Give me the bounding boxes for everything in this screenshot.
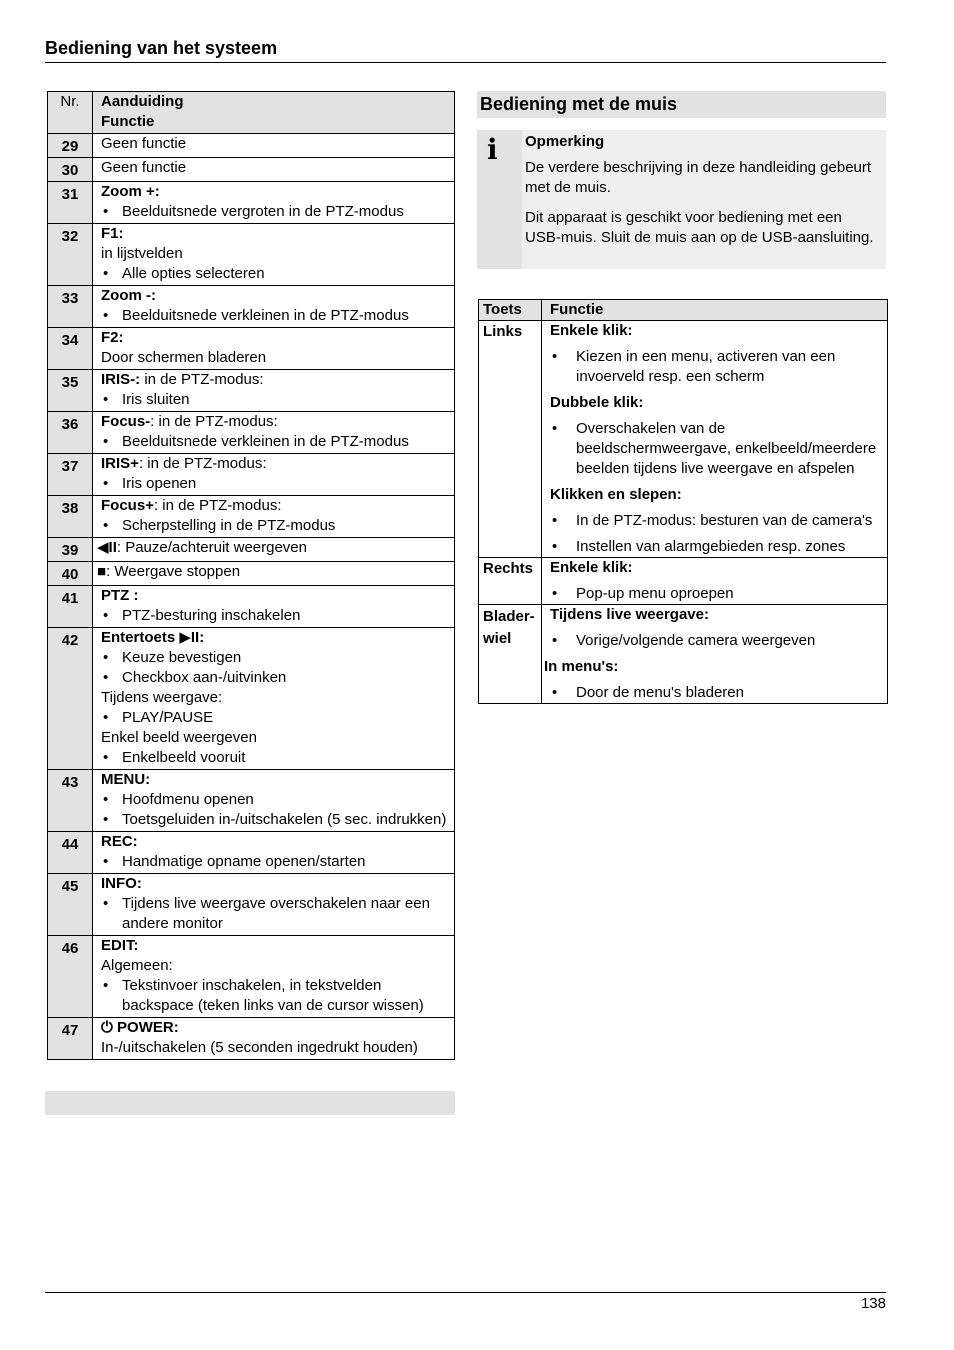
mouse-key-left: Links [479, 321, 542, 558]
row-number: 36 [48, 412, 93, 454]
table-footer-bar [45, 1091, 455, 1115]
row-number: 35 [48, 370, 93, 412]
note-paragraph: Dit apparaat is geschikt voor bediening met een USB-muis. Sluit de muis aan op de USB-aansluiting. [525, 209, 874, 246]
list-item: • Vorige/volgende camera weergeven [550, 631, 883, 651]
table-row [48, 286, 455, 328]
row-function: Focus-: in de PTZ-modus: • Beelduitsnede verkleinen in de PTZ-modus [93, 412, 455, 454]
table-row [48, 224, 455, 286]
table-row [48, 874, 455, 936]
row-function: ■: Weergave stoppen [93, 562, 455, 586]
row-number: 29 [48, 134, 93, 158]
list-item: • Beelduitsnede verkleinen in de PTZ-modus [101, 432, 450, 452]
row-number: 46 [48, 936, 93, 1018]
table-row [48, 496, 455, 538]
row-number: 41 [48, 586, 93, 628]
table-row [48, 134, 455, 158]
row-number: 43 [48, 770, 93, 832]
row-number: 37 [48, 454, 93, 496]
note-title: Opmerking [525, 133, 605, 150]
list-item: • Instellen van alarmgebieden resp. zones [550, 537, 883, 557]
row-number: 38 [48, 496, 93, 538]
list-item: • Toetsgeluiden in-/uitschakelen (5 sec. indrukken) [101, 810, 450, 830]
table-row [48, 1018, 455, 1060]
row-function: Enkele klik: • Kiezen in een menu, activeren van een invoerveld resp. een scherm Dubbele klik: • Overschakelen van de beeldschermweergave, enkelbeeld/meerdere beelden tijdens live weergave en afspelen Klikken en slepen: • In de PTZ-modus: besturen van de camera's • Instellen van alarmgebieden resp. zones [542, 321, 888, 558]
note-body [525, 132, 881, 258]
table-row [48, 562, 455, 586]
list-item: • Keuze bevestigen [101, 648, 450, 668]
row-function: EDIT: Algemeen: • Tekstinvoer inschakelen, in tekstvelden backspace (teken links van de cursor wissen) [93, 936, 455, 1018]
list-item: • Hoofdmenu openen [101, 790, 450, 810]
column-header-function: Functie [542, 300, 888, 321]
row-function: Focus+: in de PTZ-modus: • Scherpstelling in de PTZ-modus [93, 496, 455, 538]
column-header-nr: Nr. [48, 92, 93, 134]
row-function: ◀II: Pauze/achteruit weergeven [93, 538, 455, 562]
mouse-buttons-table [478, 299, 888, 704]
row-function: IRIS-: in de PTZ-modus: • Iris sluiten [93, 370, 455, 412]
row-number: 47 [48, 1018, 93, 1060]
row-function: IRIS+: in de PTZ-modus: • Iris openen [93, 454, 455, 496]
row-number: 31 [48, 182, 93, 224]
column-header-function: Aanduiding Functie [93, 92, 455, 134]
row-number: 34 [48, 328, 93, 370]
table-row [48, 182, 455, 224]
list-item: • Handmatige opname openen/starten [101, 852, 450, 872]
table-row [48, 370, 455, 412]
list-item: • Door de menu's bladeren [550, 683, 883, 703]
row-function: Geen functie [93, 134, 455, 158]
table-row [48, 586, 455, 628]
table-row [48, 832, 455, 874]
row-number: 33 [48, 286, 93, 328]
row-number: 40 [48, 562, 93, 586]
mouse-key-wheel: Blader-wiel [479, 605, 542, 704]
table-row [48, 936, 455, 1018]
row-function: Geen functie [93, 158, 455, 182]
row-function: PTZ : • PTZ-besturing inschakelen [93, 586, 455, 628]
row-number: 44 [48, 832, 93, 874]
table-row [479, 558, 888, 605]
row-number: 30 [48, 158, 93, 182]
list-item: • Enkelbeeld vooruit [101, 748, 450, 768]
row-function: Zoom +: • Beelduitsnede vergroten in de PTZ-modus [93, 182, 455, 224]
list-item: • Scherpstelling in de PTZ-modus [101, 516, 450, 536]
mouse-key-right: Rechts [479, 558, 542, 605]
row-number: 39 [48, 538, 93, 562]
power-icon: ⏻ [101, 1019, 113, 1036]
list-item: • Iris sluiten [101, 390, 450, 410]
info-icon: i [487, 133, 498, 166]
list-item: • Beelduitsnede vergroten in de PTZ-modus [101, 202, 450, 222]
stop-icon: ■ [97, 563, 107, 580]
table-row [48, 538, 455, 562]
table-row [48, 328, 455, 370]
list-item: • Alle opties selecteren [101, 264, 450, 284]
list-item: • PTZ-besturing inschakelen [101, 606, 450, 626]
row-number: 42 [48, 628, 93, 770]
table-row [48, 628, 455, 770]
note-icon-cell [477, 130, 522, 269]
row-function: ⏻ POWER: In-/uitschakelen (5 seconden ingedrukt houden) [93, 1018, 455, 1060]
note-paragraph: De verdere beschrijving in deze handleiding gebeurt met de muis. [525, 159, 872, 196]
pause-rewind-icon: ◀II [97, 539, 117, 556]
list-item: • Checkbox aan-/uitvinken [101, 668, 450, 688]
list-item: • Iris openen [101, 474, 450, 494]
row-function: MENU: • Hoofdmenu openen • Toetsgeluiden in-/uitschakelen (5 sec. indrukken) [93, 770, 455, 832]
table-row [48, 412, 455, 454]
list-item: • PLAY/PAUSE [101, 708, 450, 728]
row-function: Tijdens live weergave: • Vorige/volgende camera weergeven In menu's: • Door de menu's bladeren [542, 605, 888, 704]
footer-divider [45, 1292, 886, 1293]
remote-keys-table [47, 91, 455, 1060]
column-header-key: Toets [479, 300, 542, 321]
list-item: • Tekstinvoer inschakelen, in tekstvelden backspace (teken links van de cursor wissen) [101, 976, 450, 1016]
list-item: • Overschakelen van de beeldschermweergave, enkelbeeld/meerdere beelden tijdens live weergave en afspelen [550, 419, 883, 479]
row-function: Zoom -: • Beelduitsnede verkleinen in de PTZ-modus [93, 286, 455, 328]
table-header-row [48, 92, 455, 134]
note-box [477, 130, 886, 269]
list-item: • Pop-up menu oproepen [550, 584, 883, 604]
table-row [479, 605, 888, 704]
list-item: • Kiezen in een menu, activeren van een invoerveld resp. een scherm [550, 347, 883, 387]
list-item: • Tijdens live weergave overschakelen naar een andere monitor [101, 894, 450, 934]
row-function: REC: • Handmatige opname openen/starten [93, 832, 455, 874]
table-row [479, 321, 888, 558]
row-function: Enkele klik: • Pop-up menu oproepen [542, 558, 888, 605]
table-row [48, 770, 455, 832]
table-header-row [479, 300, 888, 321]
row-function: Entertoets ▶II: • Keuze bevestigen • Checkbox aan-/uitvinken Tijdens weergave: • PLAY/PAUSE Enkel beeld weergeven • Enkelbeeld vooruit [93, 628, 455, 770]
row-number: 45 [48, 874, 93, 936]
table-row [48, 454, 455, 496]
page-header-title: Bediening van het systeem [45, 38, 278, 58]
page-number: 138 [860, 1295, 886, 1312]
list-item: • In de PTZ-modus: besturen van de camera's [550, 511, 883, 531]
row-function: F2: Door schermen bladeren [93, 328, 455, 370]
header-divider [45, 62, 886, 63]
section-title: Bediening met de muis [477, 91, 886, 118]
row-number: 32 [48, 224, 93, 286]
list-item: • Beelduitsnede verkleinen in de PTZ-modus [101, 306, 450, 326]
row-function: INFO: • Tijdens live weergave overschakelen naar een andere monitor [93, 874, 455, 936]
table-row [48, 158, 455, 182]
row-function: F1: in lijstvelden • Alle opties selecteren [93, 224, 455, 286]
